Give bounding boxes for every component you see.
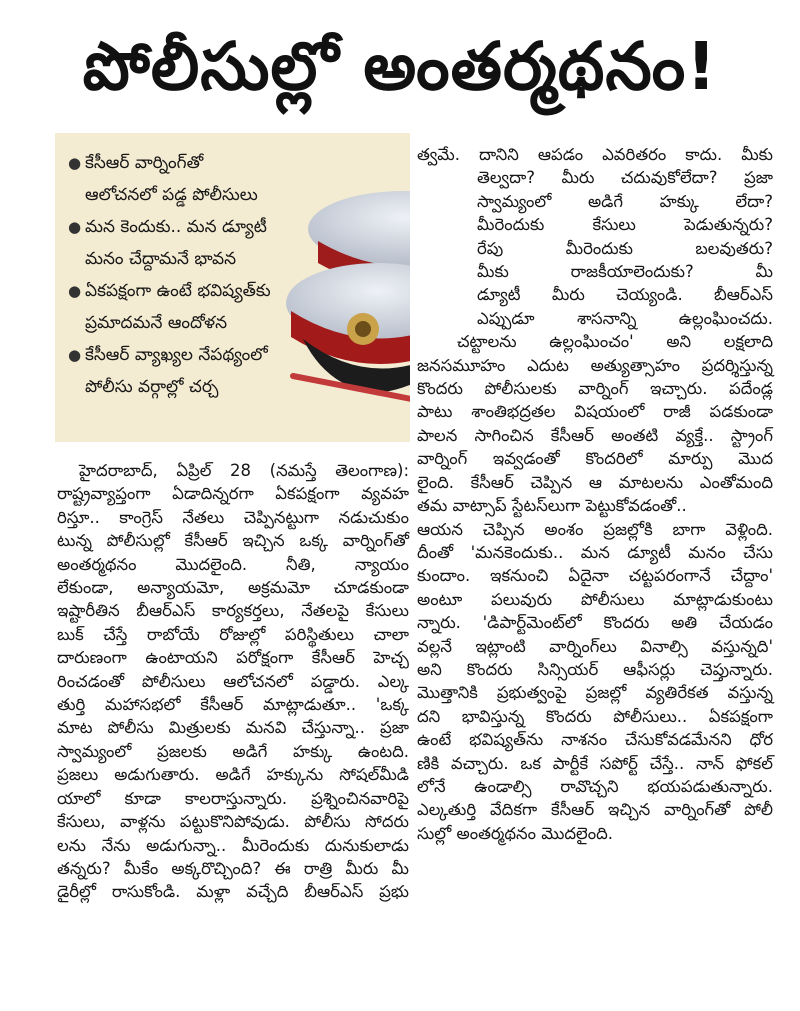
article-line: అని కొందరు సిన్సియర్ ఆఫీసర్లు చెప్తున్నారు.	[417, 659, 773, 679]
bullet-icon: ●	[68, 154, 82, 172]
article-line: సుల్లో అంతర్మథనం మొదలైంది.	[417, 823, 613, 843]
article-line: స్వామ్యంలో అడిగే హక్కు లేదా?	[477, 191, 773, 211]
article-line: ఎల్కతుర్తి వేదికగా కేసీఆర్ ఇచ్చిన వార్నింగ్‌తో పోలీ	[417, 800, 773, 820]
article-line: కుందాం. ఇకనుంచి ఏదైనా చట్టపరంగానే చేద్దాం'	[417, 566, 773, 586]
article-line: లను నేను అడుగున్నా.. మీరెందుకు దునుకులాడు	[57, 835, 409, 855]
bullet-icon: ●	[68, 282, 82, 300]
article-line: మీరెందుకు కేసులు పెడుతున్నరు?	[477, 215, 773, 235]
article-line: కొందరు పోలీసులకు వార్నింగ్ ఇచ్చారు. పదేండ్ల	[417, 379, 773, 399]
article-line: దారుణంగా ఉంటాయని పరోక్షంగా కేసీఆర్ హెచ్చ	[57, 648, 409, 668]
article-line: జనసమూహం ఎదుట అత్యుత్సాహం ప్రదర్శిస్తున్న	[417, 355, 773, 375]
bullet-icon: ●	[68, 346, 82, 364]
article-line: ణికి వచ్చారు. ఒక పార్టీకే సపోర్ట్ చేస్తే.. నాన్ ఫోకల్	[417, 753, 773, 773]
bullet-icon: ●	[68, 218, 82, 236]
article-line: బుక్ చేస్తే రాబోయే రోజుల్లో పరిస్థితులు చాలా	[57, 624, 409, 644]
article-line: రిస్తూ.. కాంగ్రెస్ నేతలు చెప్పినట్టుగా నడుచుకుం	[57, 507, 409, 527]
article-line: లేకుండా, అన్యాయమో, అక్రమమో చూడకుండా	[57, 578, 409, 598]
highlights-list	[65, 147, 345, 403]
article-line: హైదరాబాద్, ఏప్రిల్ 28 (నమస్తే తెలంగాణ):	[79, 461, 409, 480]
article-line: పాలన సాగించిన కేసీఆర్ అంతటి వ్యక్తే.. స్ట్రాంగ్	[417, 425, 773, 445]
article-line: పాటు శాంతిభద్రతల విషయంలో రాజీ పడకుండా	[417, 402, 773, 422]
highlight-item: ● మన కెందుకు.. మన డ్యూటీ మనం చేద్దామనే భావన	[65, 211, 345, 275]
article-line: ఆయన చెప్పిన అంశం ప్రజల్లోకి బాగా వెళ్లింది.	[417, 519, 773, 539]
article-line: రించడంతో పోలీసులు ఆలోచనలో పడ్డారు. ఎల్క	[57, 671, 409, 691]
article-line: యాలో కూడా కాలరాస్తున్నారు. ప్రశ్నించినవారిపై	[57, 788, 409, 808]
article-line: ఇష్టారీతిన బీఆర్‌ఎస్ కార్యకర్తలు, నేతలపై కేసులు	[57, 601, 409, 621]
highlight-item: ● కేసీఆర్ వ్యాఖ్యల నేపథ్యంలో పోలీసు వర్గాల్లో చర్చ	[65, 339, 345, 403]
article-line: మాట పోలీసు మిత్రులకు మనవి చేస్తున్నా.. ప్రజా	[57, 718, 409, 738]
article-line: లైంది. కేసీఆర్ చెప్పిన ఆ మాటలను ఎంతోమంది	[417, 472, 773, 492]
article-line: త్వమే. దానిని ఆపడం ఎవరితరం కాదు. మీకు	[417, 145, 773, 164]
article-line: టున్న పోలీసుల్లో కేసీఆర్ ఇచ్చిన ఒక్క వార్నింగ్‌తో	[57, 531, 409, 551]
article-line: తెల్వదా? మీరు చదువుకోలేదా? ప్రజా	[477, 168, 773, 188]
headline: పోలీసుల్లో అంతర్మథనం!	[82, 28, 718, 105]
article-line: స్వామ్యంలో ప్రజలకు అడిగే హక్కు ఉంటది.	[57, 741, 409, 761]
article-line: చట్టాలను ఉల్లంఘించం' అని లక్షలాది	[457, 332, 773, 352]
article-left-column	[57, 459, 409, 904]
article-line: ప్రజలు అడుగుతారు. అడిగే హక్కును సోషల్‌మీడి	[57, 765, 409, 785]
article-line: వార్నింగ్ ఇవ్వడంతో కొందరిలో మార్పు మొద	[417, 449, 773, 469]
article-line: కేసులు, వాళ్లను పట్టుకొనిపోవుడు. పోలీసు సోదరు	[57, 812, 409, 832]
article-line: డ్యూటీ మీరు చెయ్యండి. బీఆర్‌ఎస్	[477, 285, 773, 305]
article-line: తమ వాట్సాప్ స్టేటస్‌లుగా పెట్టుకోవడంతో..	[417, 496, 687, 516]
article-line: అంటూ పలువురు పోలీసులు మాట్లాడుకుంటు	[417, 589, 773, 609]
article-line: లోనే ఉండాల్సి రావొచ్చని భయపడుతున్నారు.	[417, 776, 773, 796]
article-line: వల్లనే ఇట్లాంటి వార్నింగ్‌లు వినాల్సి వస్తున్నది'	[417, 636, 773, 656]
article-line: ఎప్పుడూ శాసనాన్ని ఉల్లంఘించదు.	[477, 308, 773, 328]
highlights-box	[55, 133, 410, 442]
article-line: తన్నరు? మీకేం అక్కరొచ్చింది? ఈ రాత్రి మీరు మీ	[57, 858, 409, 878]
article-line: రేపు మీరెందుకు బలవుతరు?	[477, 238, 773, 258]
article-right-column	[417, 143, 773, 845]
article-line: డైరీల్లో రాసుకోండి. మళ్లా వచ్చేది బీఆర్‌ఎస్ ప్రభు	[57, 882, 410, 902]
article-line: అంతర్మథనం మొదలైంది. నీతి, న్యాయం	[57, 554, 409, 574]
highlight-item: ● కేసీఆర్ వార్నింగ్‌తో ఆలోచనలో పడ్డ పోలీసులు	[65, 147, 345, 211]
article-line: మొత్తానికి ప్రభుత్వంపై ప్రజల్లో వ్యతిరేకత వస్తున్న	[417, 683, 773, 703]
article-line: దని భావిస్తున్న కొందరు పోలీసులు.. ఏకపక్షంగా	[417, 706, 773, 726]
article-line: మీకు రాజకీయాలెందుకు? మీ	[477, 262, 773, 282]
highlight-item: ● ఏకపక్షంగా ఉంటే భవిష్యత్‌కు ప్రమాదమనే ఆందోళన	[65, 275, 345, 339]
article-line: ఉంటే భవిష్యత్‌ను నాశనం చేసుకోవడమేనని ధోర	[417, 730, 773, 750]
article-line: న్నారు. 'డిపార్ట్‌మెంట్‌లో కొందరు అతి చేయడం	[417, 613, 773, 633]
article-line: దీంతో 'మనకెందుకు.. మన డ్యూటీ మనం చేసు	[417, 542, 773, 562]
article-line: తుర్తి మహాసభలో కేసీఆర్ మాట్లాడుతూ.. 'ఒక్క	[57, 695, 409, 715]
article-line: రాష్ట్రవ్యాప్తంగా ఏడాదిన్నరగా ఏకపక్షంగా వ్యవహ	[57, 484, 409, 504]
